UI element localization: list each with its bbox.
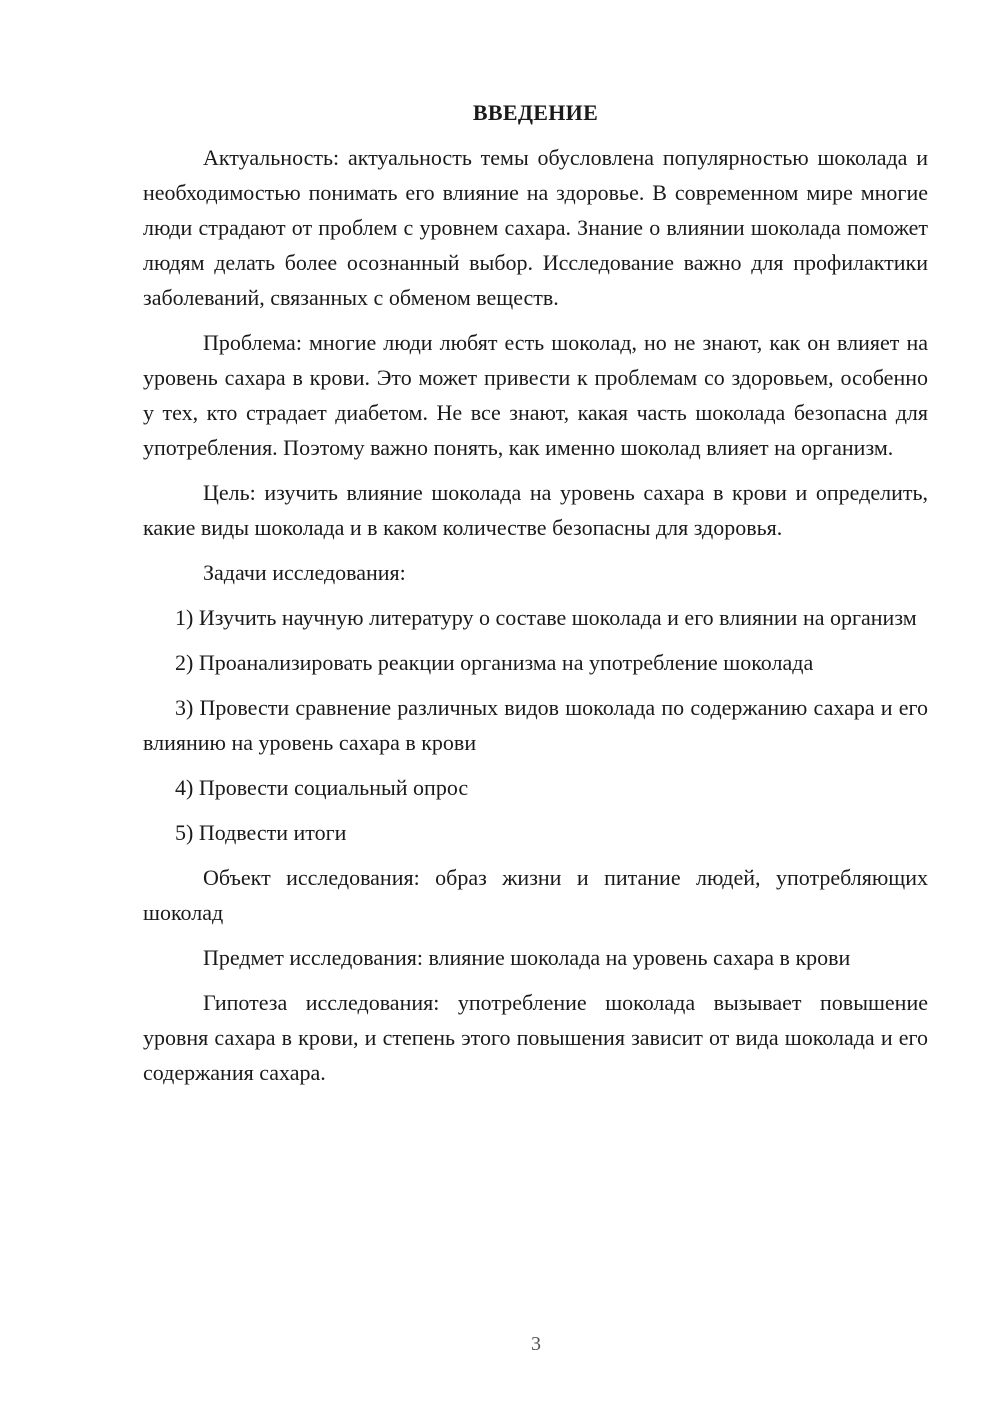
document-page [143, 95, 928, 1100]
task-item-1: 1) Изучить научную литературу о составе шоколада и его влиянии на организм [175, 605, 917, 630]
task-item-3: 3) Провести сравнение различных видов шоколада по содержанию сахара и его влиянию на уровень сахара в крови [143, 695, 928, 755]
page-number: 3 [531, 1333, 541, 1355]
paragraph-problem: Проблема: многие люди любят есть шоколад, но не знают, как он влияет на уровень сахара в крови. Это может привести к проблемам со здоровьем, особенно у тех, кто страдает диабетом. Не все знают, какая часть шоколада безопасна для употребления. Поэтому важно понять, как именно шоколад влияет на организм. [143, 330, 928, 460]
paragraph-relevance: Актуальность: актуальность темы обусловлена популярностью шоколада и необходимостью понимать его влияние на здоровье. В современном мире многие люди страдают от проблем с уровнем сахара. Знание о влиянии шоколада поможет людям делать более осознанный выбор. Исследование важно для профилактики заболеваний, связанных с обменом веществ. [143, 145, 928, 310]
paragraph-goal: Цель: изучить влияние шоколада на уровень сахара в крови и определить, какие виды шоколада и в каком количестве безопасны для здоровья. [143, 480, 928, 540]
paragraph-object: Объект исследования: образ жизни и питание людей, употребляющих шоколад [143, 865, 928, 925]
paragraph-tasks-heading: Задачи исследования: [203, 560, 406, 585]
paragraph-subject: Предмет исследования: влияние шоколада на уровень сахара в крови [203, 945, 851, 970]
paragraph-hypothesis: Гипотеза исследования: употребление шоколада вызывает повышение уровня сахара в крови, и степень этого повышения зависит от вида шоколада и его содержания сахара. [143, 990, 928, 1085]
task-item-4: 4) Провести социальный опрос [175, 775, 469, 800]
section-title: ВВЕДЕНИЕ [472, 100, 599, 125]
task-item-5: 5) Подвести итоги [175, 820, 347, 845]
task-item-2: 2) Проанализировать реакции организма на употребление шоколада [175, 650, 814, 675]
